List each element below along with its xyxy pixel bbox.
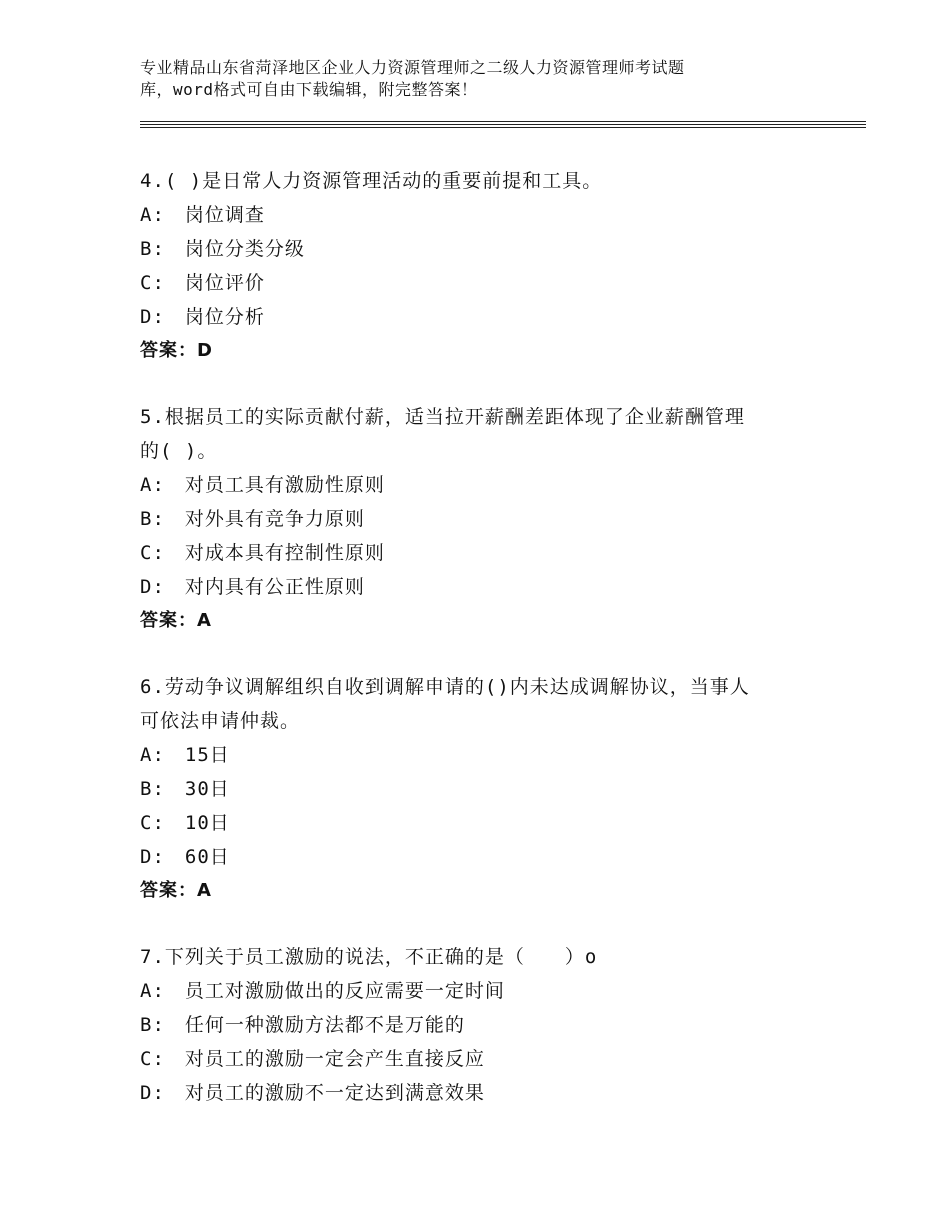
header-divider-line [140,127,866,128]
option-a: A: 员工对激励做出的反应需要一定时间 [140,980,505,1002]
option-b: B: 任何一种激励方法都不是万能的 [140,1014,465,1036]
question-stem-continued: 的( )。 [140,440,218,462]
option-c: C: 对员工的激励一定会产生直接反应 [140,1048,485,1070]
question-4 [140,164,820,368]
document-header [140,57,840,101]
header-divider-line [140,124,866,125]
question-6 [140,670,820,908]
option-a: A: 对员工具有激励性原则 [140,474,385,496]
header-title-line-1: 专业精品山东省菏泽地区企业人力资源管理师之二级人力资源管理师考试题 [140,58,685,77]
option-d: D: 对员工的激励不一定达到满意效果 [140,1082,485,1104]
answer-label: 答案：D [140,340,213,361]
header-divider-line [140,121,866,122]
question-7 [140,940,820,1110]
question-stem: 6.劳动争议调解组织自收到调解申请的()内未达成调解协议，当事人 [140,676,750,698]
header-title-line-2: 库，word格式可自由下载编辑，附完整答案！ [140,80,478,99]
option-d: D: 对内具有公正性原则 [140,576,365,598]
option-b: B: 30日 [140,778,230,800]
option-c: C: 10日 [140,812,230,834]
question-stem: 4.( )是日常人力资源管理活动的重要前提和工具。 [140,170,603,192]
option-c: C: 对成本具有控制性原则 [140,542,385,564]
answer-label: 答案：A [140,880,212,901]
question-stem: 7.下列关于员工激励的说法，不正确的是（ ）o [140,946,598,968]
option-b: B: 对外具有竞争力原则 [140,508,365,530]
option-d: D: 岗位分析 [140,306,265,328]
answer-label: 答案：A [140,610,212,631]
option-d: D: 60日 [140,846,230,868]
question-stem: 5.根据员工的实际贡献付薪，适当拉开薪酬差距体现了企业薪酬管理 [140,406,745,428]
question-stem-continued: 可依法申请仲裁。 [140,710,301,732]
option-a: A: 15日 [140,744,230,766]
option-c: C: 岗位评价 [140,272,265,294]
option-a: A: 岗位调查 [140,204,265,226]
question-list [140,164,820,1142]
option-b: B: 岗位分类分级 [140,238,305,260]
question-5 [140,400,820,638]
